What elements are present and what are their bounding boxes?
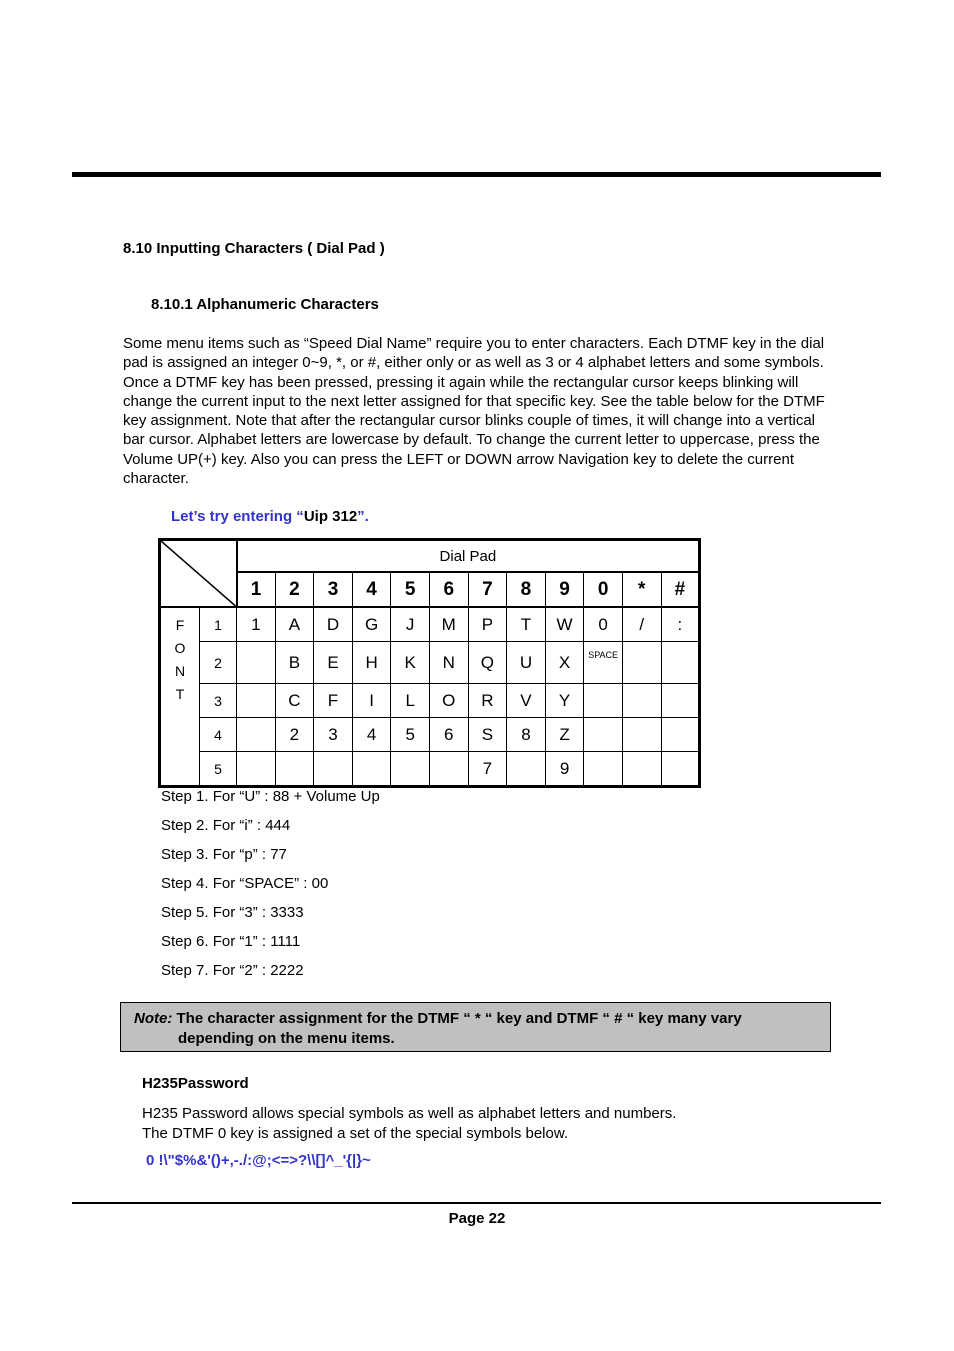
font-label-cell: [160, 607, 200, 787]
key-header-cell: *: [622, 572, 661, 607]
steps-list: [161, 787, 380, 990]
font-letter: F: [175, 617, 185, 633]
char-cell: F: [314, 684, 353, 718]
char-cell: [275, 752, 314, 787]
char-cell: H: [352, 642, 391, 684]
char-cell: [584, 752, 623, 787]
note-label: Note:: [134, 1010, 173, 1027]
char-cell: [661, 642, 700, 684]
char-cell: [661, 718, 700, 752]
char-cell: 5: [391, 718, 430, 752]
key-header-cell: 8: [507, 572, 546, 607]
char-cell: T: [507, 607, 546, 642]
char-cell: 2: [275, 718, 314, 752]
char-cell: [584, 718, 623, 752]
char-cell: D: [314, 607, 353, 642]
char-cell: [391, 752, 430, 787]
step-item: Step 1. For “U” : 88 + Volume Up: [161, 788, 380, 805]
char-cell: Q: [468, 642, 507, 684]
char-cell: 0: [584, 607, 623, 642]
key-header-cell: 0: [584, 572, 623, 607]
font-row-number: 2: [200, 642, 237, 684]
try-value: Uip 312: [303, 508, 358, 525]
try-entering-line: [171, 508, 369, 525]
char-cell: J: [391, 607, 430, 642]
key-header-cell: 1: [237, 572, 276, 607]
key-header-cell: 6: [429, 572, 468, 607]
h235-description: [142, 1104, 676, 1144]
font-row-number: 5: [200, 752, 237, 787]
char-cell: C: [275, 684, 314, 718]
char-cell: 7: [468, 752, 507, 787]
dial-pad-table: [158, 538, 701, 788]
step-item: Step 3. For “p” : 77: [161, 846, 287, 863]
char-cell: [429, 752, 468, 787]
char-cell: G: [352, 607, 391, 642]
char-cell: 8: [507, 718, 546, 752]
header-rule: [72, 172, 881, 177]
page-number: Page 22: [448, 1210, 506, 1227]
font-row-number: 1: [200, 607, 237, 642]
char-cell: [661, 684, 700, 718]
char-cell: Z: [545, 718, 584, 752]
try-suffix: ”.: [357, 508, 369, 525]
char-cell: 4: [352, 718, 391, 752]
char-cell: 1: [237, 607, 276, 642]
char-cell: [352, 752, 391, 787]
char-cell: /: [622, 607, 661, 642]
char-cell: [237, 642, 276, 684]
try-prefix: Let’s try entering “: [171, 508, 304, 525]
char-cell: 3: [314, 718, 353, 752]
char-cell: V: [507, 684, 546, 718]
char-cell: R: [468, 684, 507, 718]
section-title: 8.10 Inputting Characters ( Dial Pad ): [123, 240, 385, 257]
font-letter: T: [175, 686, 185, 702]
char-cell: SPACE: [584, 642, 623, 684]
char-cell: P: [468, 607, 507, 642]
char-cell: [237, 684, 276, 718]
char-cell: [661, 752, 700, 787]
font-letter: O: [174, 640, 186, 656]
char-cell: M: [429, 607, 468, 642]
step-item: Step 5. For “3” : 3333: [161, 904, 304, 921]
char-cell: K: [391, 642, 430, 684]
char-cell: W: [545, 607, 584, 642]
char-cell: L: [391, 684, 430, 718]
h235-line-1: H235 Password allows special symbols as well as alphabet letters and numbers.: [142, 1105, 677, 1122]
step-item: Step 2. For “i” : 444: [161, 817, 291, 834]
char-cell: [622, 642, 661, 684]
char-cell: 9: [545, 752, 584, 787]
step-item: Step 7. For “2” : 2222: [161, 962, 304, 979]
char-cell: N: [429, 642, 468, 684]
key-header-cell: 2: [275, 572, 314, 607]
font-row-number: 3: [200, 684, 237, 718]
char-cell: X: [545, 642, 584, 684]
char-cell: [584, 684, 623, 718]
key-header-cell: 9: [545, 572, 584, 607]
char-cell: [237, 752, 276, 787]
h235-title: H235Password: [142, 1075, 249, 1092]
font-letter: N: [174, 663, 186, 679]
intro-paragraph: Some menu items such as “Speed Dial Name” require you to enter characters. Each DTMF key in the dial pad is assigned an integer 0~9, *, or #, either only or as well as 3 or 4 alphabet letters and some symbols. Once a DTMF key has been pressed, pressing it again while the rectangular cursor keeps blinking will change the current input to the next letter assigned for that specific key. See the table below for the DTMF key assignment. Note that after the rectangular cursor blinks couple of times, it will change into a vertical bar cursor. Alphabet letters are lowercase by default. To change the current letter to uppercase, press the Volume UP(+) key. Also you can press the LEFT or DOWN arrow Navigation key to delete the current character.: [123, 335, 825, 488]
subsection-title: 8.10.1 Alphanumeric Characters: [151, 296, 379, 313]
note-line-2: depending on the menu items.: [178, 1030, 395, 1047]
step-item: Step 6. For “1” : 1111: [161, 933, 301, 950]
char-cell: [622, 752, 661, 787]
char-cell: S: [468, 718, 507, 752]
char-cell: [622, 684, 661, 718]
key-header-cell: #: [661, 572, 700, 607]
char-cell: [507, 752, 546, 787]
char-cell: U: [507, 642, 546, 684]
char-cell: 6: [429, 718, 468, 752]
key-header-cell: 3: [314, 572, 353, 607]
footer-rule: [72, 1202, 881, 1204]
dial-pad-header: Dial Pad: [237, 540, 700, 573]
char-cell: :: [661, 607, 700, 642]
char-cell: [237, 718, 276, 752]
char-cell: Y: [545, 684, 584, 718]
char-cell: E: [314, 642, 353, 684]
char-cell: [622, 718, 661, 752]
corner-cell: [160, 540, 237, 608]
h235-line-2: The DTMF 0 key is assigned a set of the special symbols below.: [142, 1125, 569, 1142]
special-symbols: 0 !\"$%&'()+,-./:@;<=>?\\[]^_'{|}~: [146, 1152, 371, 1169]
char-cell: A: [275, 607, 314, 642]
key-header-cell: 7: [468, 572, 507, 607]
diagonal-line: [161, 541, 236, 606]
note-box: [120, 1002, 831, 1052]
note-line-1: The character assignment for the DTMF “ * “ key and DTMF “ # “ key many vary: [172, 1010, 742, 1027]
char-cell: B: [275, 642, 314, 684]
font-row-number: 4: [200, 718, 237, 752]
step-item: Step 4. For “SPACE” : 00: [161, 875, 329, 892]
char-cell: [314, 752, 353, 787]
char-cell: I: [352, 684, 391, 718]
char-cell: O: [429, 684, 468, 718]
key-header-cell: 4: [352, 572, 391, 607]
key-header-cell: 5: [391, 572, 430, 607]
